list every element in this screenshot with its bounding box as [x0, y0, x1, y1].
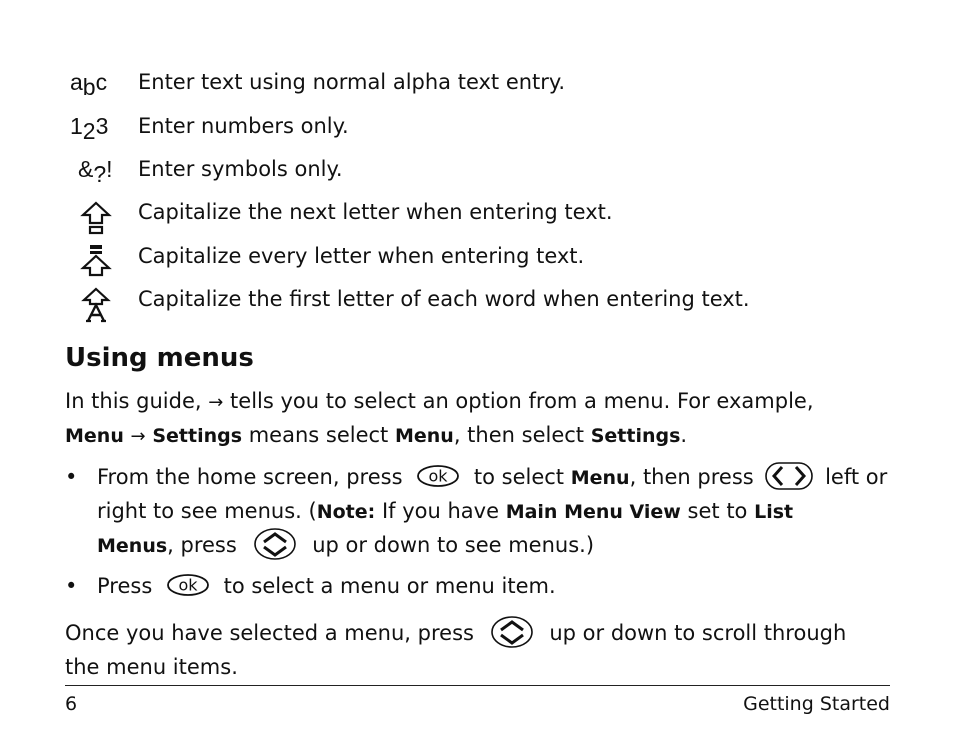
mode-description: Capitalize the next letter when entering text.	[138, 200, 613, 224]
menu-arrow-icon: →	[208, 392, 224, 413]
intro-paragraph: In this guide, → tells you to select an option from a menu. For example, Menu → Settings means select Menu, then select Settings.	[65, 389, 814, 447]
mode-row-caps-lock	[70, 242, 890, 282]
123-mode-icon: 123	[70, 113, 109, 144]
bullet-marker: •	[65, 574, 78, 598]
abc-mode-icon: abc	[70, 69, 108, 100]
footer-divider	[65, 685, 890, 686]
menu-arrow-icon: →	[130, 426, 146, 447]
mode-row-word-capitalize	[70, 285, 890, 325]
mode-description: Enter text using normal alpha text entry.	[138, 70, 566, 94]
mode-description: Capitalize the first letter of each word when entering text.	[138, 287, 750, 311]
ok-button-icon	[415, 464, 461, 488]
mode-description: Enter symbols only.	[138, 157, 343, 181]
chapter-title: Getting Started	[743, 693, 890, 715]
bullet-item-select-menu: Press ok to select a menu or menu item.	[97, 574, 556, 598]
page-number: 6	[65, 693, 78, 715]
left-right-nav-key-icon	[764, 461, 814, 491]
mode-description: Enter numbers only.	[138, 114, 349, 138]
mode-description: Capitalize every letter when entering text.	[138, 244, 585, 268]
svg-text:ok: ok	[178, 575, 198, 595]
bullet-item-navigate-menus: From the home screen, press ok to select Menu, then press left or right to see menus. (Note: If you have Main Menu View set to List Menus, press up or down to see menus.)	[97, 461, 897, 563]
up-down-nav-key-icon	[489, 615, 535, 649]
mode-row-symbols	[70, 155, 890, 195]
shift-next-letter-icon	[70, 198, 122, 238]
up-down-nav-key-icon	[252, 527, 298, 561]
svg-text:ok: ok	[428, 466, 448, 486]
bullet-marker: •	[65, 465, 78, 489]
section-heading: Using menus	[65, 343, 254, 373]
closing-paragraph: Once you have selected a menu, press up or down to scroll through the menu items.	[65, 617, 895, 683]
symbols-mode-icon: &?!	[78, 156, 113, 187]
word-capitalize-icon	[70, 285, 122, 325]
mode-row-123	[70, 112, 890, 152]
mode-row-abc	[70, 68, 890, 108]
mode-row-shift	[70, 198, 890, 238]
caps-lock-icon	[70, 242, 122, 282]
ok-button-icon	[165, 573, 211, 597]
